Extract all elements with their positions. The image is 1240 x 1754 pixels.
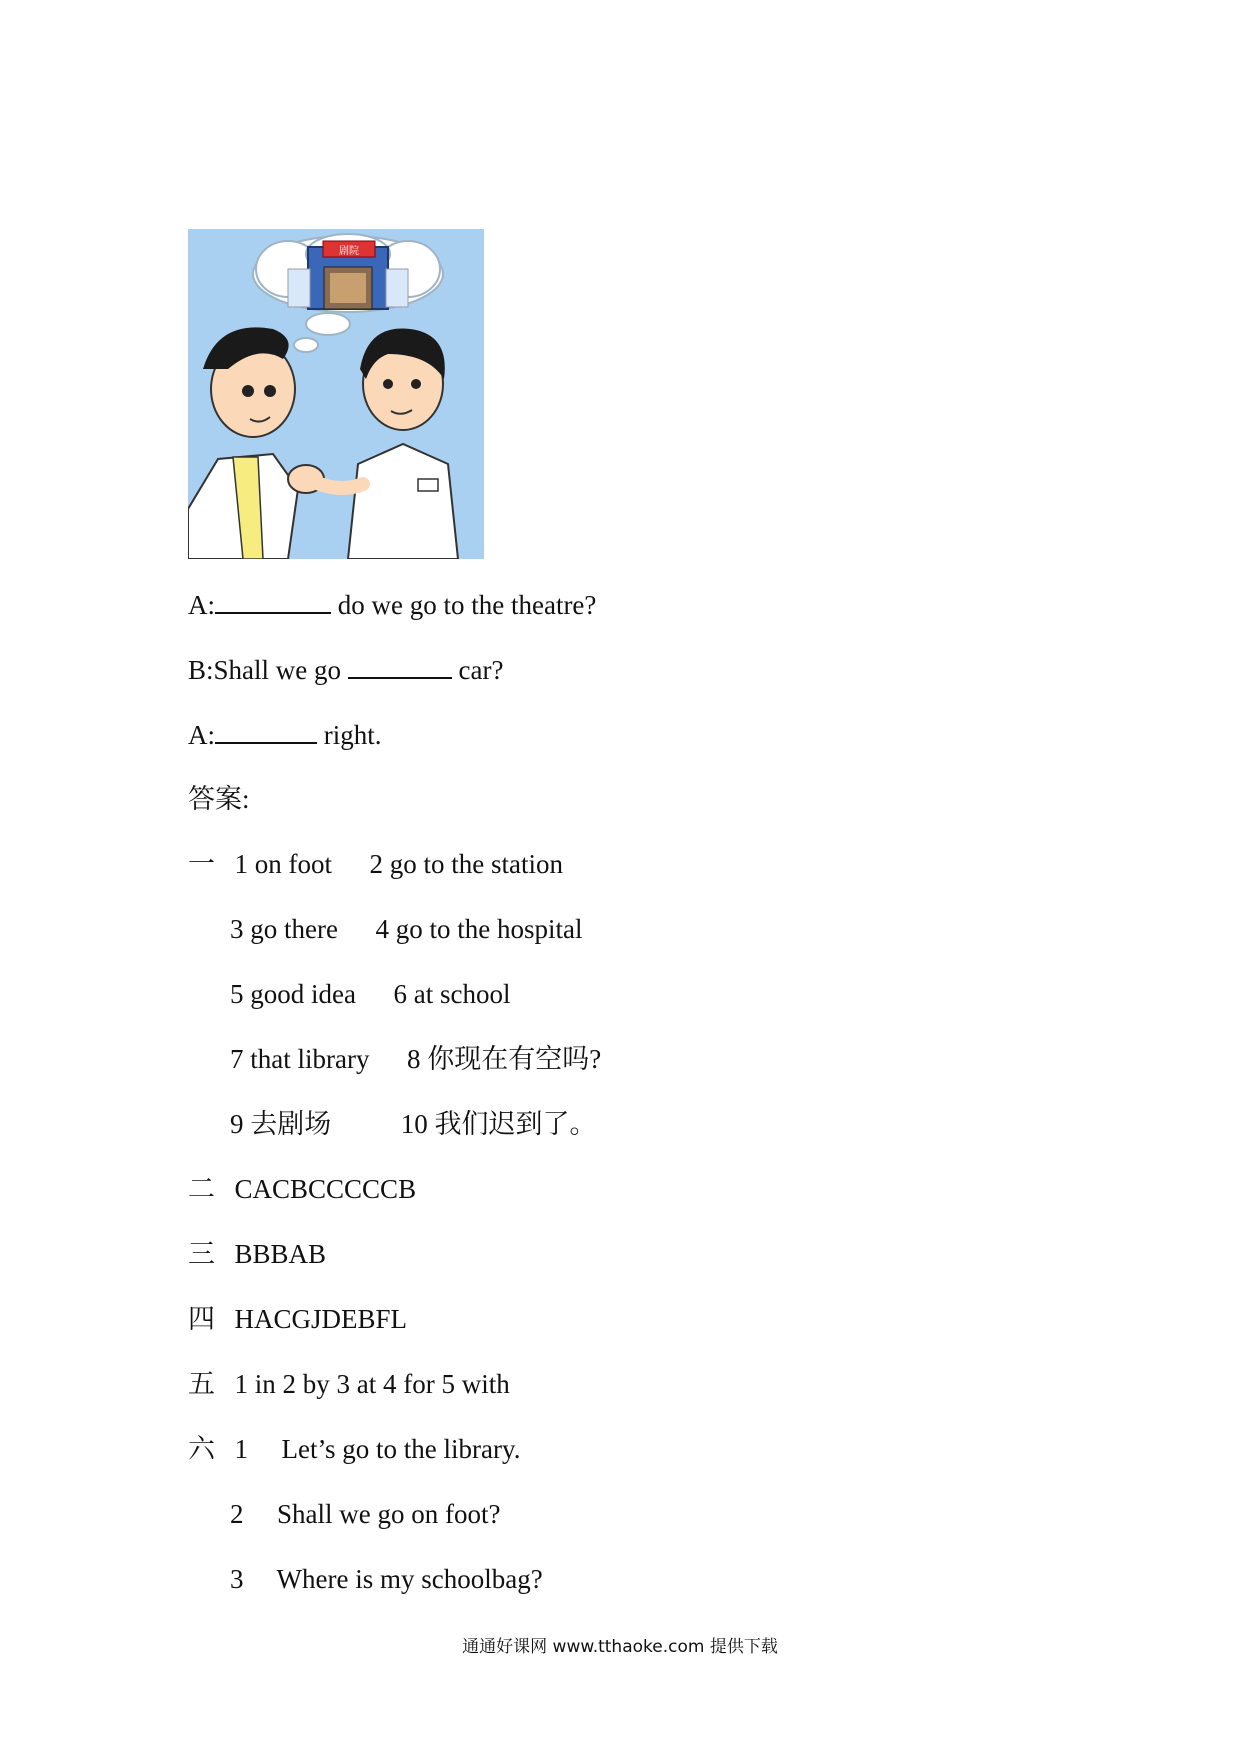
answer-sentence: Shall we go on foot? (277, 1499, 501, 1529)
section-marker: 四 (188, 1304, 215, 1334)
item-number: 2 (230, 1499, 244, 1529)
answer-blank (215, 716, 317, 744)
dialogue-line-b (188, 651, 503, 687)
answer-item: 10 我们迟到了。 (400, 1109, 597, 1139)
answer-section-6-item-3 (230, 1562, 543, 1596)
answer-section-1-row-3 (230, 977, 510, 1011)
answer-item: 6 at school (393, 979, 511, 1009)
section-marker: 六 (188, 1434, 215, 1464)
answer-section-4 (188, 1302, 407, 1336)
answer-item: 3 go there (230, 914, 338, 944)
speaker-label: A: (188, 590, 215, 620)
page-footer: 通通好课网 www.tthaoke.com 提供下载 (462, 1637, 778, 1657)
answer-text: BBBAB (234, 1239, 327, 1269)
answer-item: 4 go to the hospital (375, 914, 583, 944)
answer-sentence: Let’s go to the library. (281, 1434, 521, 1464)
answer-section-3 (188, 1237, 326, 1271)
svg-text:剧院: 剧院 (339, 246, 359, 257)
section-marker: 三 (188, 1239, 215, 1269)
answer-sentence: Where is my schoolbag? (276, 1564, 543, 1594)
item-number: 3 (230, 1564, 244, 1594)
answer-section-6-item-1 (188, 1432, 520, 1466)
answer-section-1-row-1 (188, 847, 563, 881)
answer-item: 8 你现在有空吗? (406, 1044, 602, 1074)
answer-blank (348, 651, 452, 679)
answer-text: HACGJDEBFL (234, 1304, 408, 1334)
answer-item: 7 that library (230, 1044, 370, 1074)
answer-section-5 (188, 1367, 510, 1401)
dialogue-line-a1 (188, 586, 596, 622)
answer-item: 1 on foot (234, 849, 332, 879)
answer-blank (215, 586, 331, 614)
answer-item: 2 go to the station (369, 849, 563, 879)
answer-section-6-item-2 (230, 1497, 500, 1531)
answer-section-1-row-5 (230, 1107, 597, 1141)
answers-heading: 答案: (188, 784, 250, 814)
dialogue-text: car? (451, 655, 504, 685)
answer-section-1-row-4 (230, 1042, 601, 1076)
answer-item: 5 good idea (230, 979, 356, 1009)
dialogue-text: right. (317, 720, 382, 750)
speaker-label: A: (188, 720, 215, 750)
answer-text: CACBCCCCCB (234, 1174, 417, 1204)
dialogue-line-a2 (188, 716, 382, 752)
answer-section-1-row-2 (230, 912, 582, 946)
section-marker: 五 (188, 1369, 215, 1399)
illustration-two-boys-theatre (188, 229, 484, 559)
answer-text: 1 in 2 by 3 at 4 for 5 with (234, 1369, 510, 1399)
section-marker: 一 (188, 849, 215, 879)
answer-section-2 (188, 1172, 416, 1206)
section-marker: 二 (188, 1174, 215, 1204)
item-number: 1 (234, 1434, 248, 1464)
dialogue-text: do we go to the theatre? (331, 590, 597, 620)
dialogue-text: B:Shall we go (188, 655, 348, 685)
answer-item: 9 去剧场 (230, 1109, 332, 1139)
